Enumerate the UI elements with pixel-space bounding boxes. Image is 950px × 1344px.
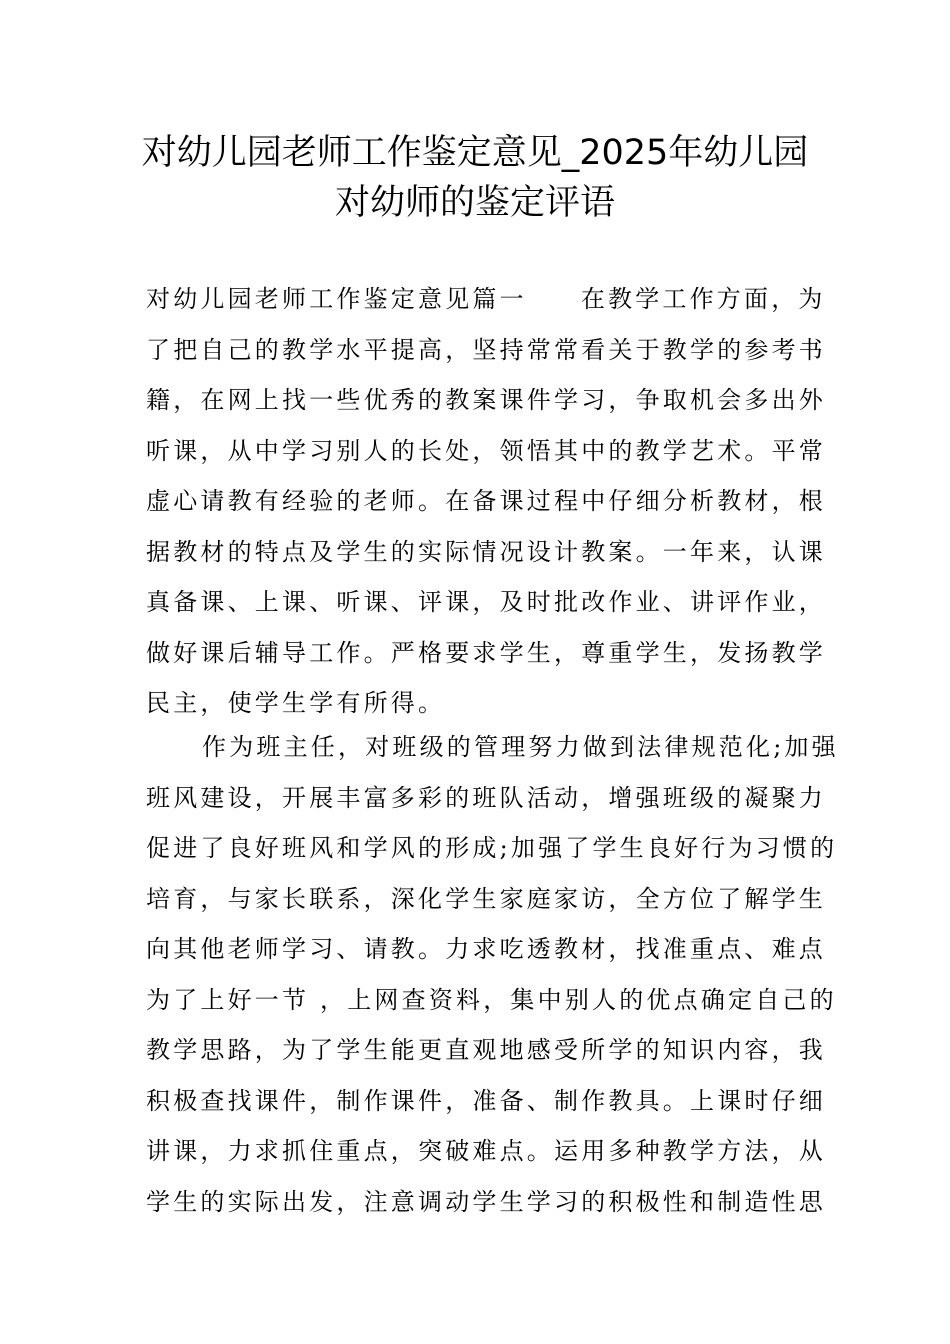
paragraph-line: 虚心请教有经验的老师。在备课过程中仔细分析教材，根 bbox=[146, 487, 826, 515]
paragraph-line: 学生的实际出发，注意调动学生学习的积极性和制造性思 bbox=[146, 1187, 826, 1216]
paragraph-2 bbox=[146, 722, 839, 1227]
paragraph-line: 听课，从中学习别人的长处，领悟其中的教学艺术。平常 bbox=[146, 436, 826, 465]
paragraph-line: 促进了良好班风和学风的形成;加强了学生良好行为习惯的 bbox=[146, 834, 838, 862]
section-heading: 对幼儿园老师工作鉴定意见篇一 bbox=[146, 285, 527, 313]
paragraph-line: 向其他老师学习、请教。力求吃透教材，找准重点、难点 bbox=[146, 935, 826, 963]
paragraph-line: 了把自己的教学水平提高，坚持常常看关于教学的参考书 bbox=[146, 335, 826, 364]
paragraph-line: 教学思路，为了学生能更直观地感受所学的知识内容，我 bbox=[146, 1036, 826, 1064]
paragraph-line: 讲课，力求抓住重点，突破难点。运用多种教学方法，从 bbox=[146, 1137, 826, 1165]
paragraph-line: 培育，与家长联系，深化学生家庭家访，全方位了解学生 bbox=[146, 884, 826, 913]
paragraph-1 bbox=[146, 274, 826, 729]
document-title-line-1: 对幼儿园老师工作鉴定意见_2025年幼儿园 bbox=[141, 133, 809, 173]
paragraph-line bbox=[146, 722, 839, 773]
paragraph-line: 积极查找课件，制作课件，准备、制作教具。上课时仔细 bbox=[146, 1086, 826, 1115]
paragraph-line: 民主，使学生学有所得。 bbox=[146, 689, 446, 717]
paragraph-text: 在教学工作方面，为 bbox=[580, 285, 826, 313]
document-title-line-2: 对幼师的鉴定评语 bbox=[334, 183, 615, 223]
paragraph-line: 真备课、上课、听课、评课，及时批改作业、讲评作业， bbox=[146, 588, 826, 616]
paragraph-line bbox=[146, 274, 826, 325]
paragraph-line: 做好课后辅导工作。严格要求学生，尊重学生，发扬教学 bbox=[146, 638, 826, 667]
paragraph-text: 作为班主任，对班级的管理努力做到法律规范化;加强 bbox=[202, 733, 839, 761]
paragraph-line: 据教材的特点及学生的实际情况设计教案。一年来，认课 bbox=[146, 537, 826, 566]
paragraph-line: 籍，在网上找一些优秀的教案课件学习，争取机会多出外 bbox=[146, 386, 826, 414]
paragraph-line: 班风建设，开展丰富多彩的班队活动，增强班级的凝聚力 bbox=[146, 783, 826, 812]
paragraph-line: 为了上好一节 ，上网查资料，集中别人的优点确定自己的 bbox=[146, 985, 837, 1014]
